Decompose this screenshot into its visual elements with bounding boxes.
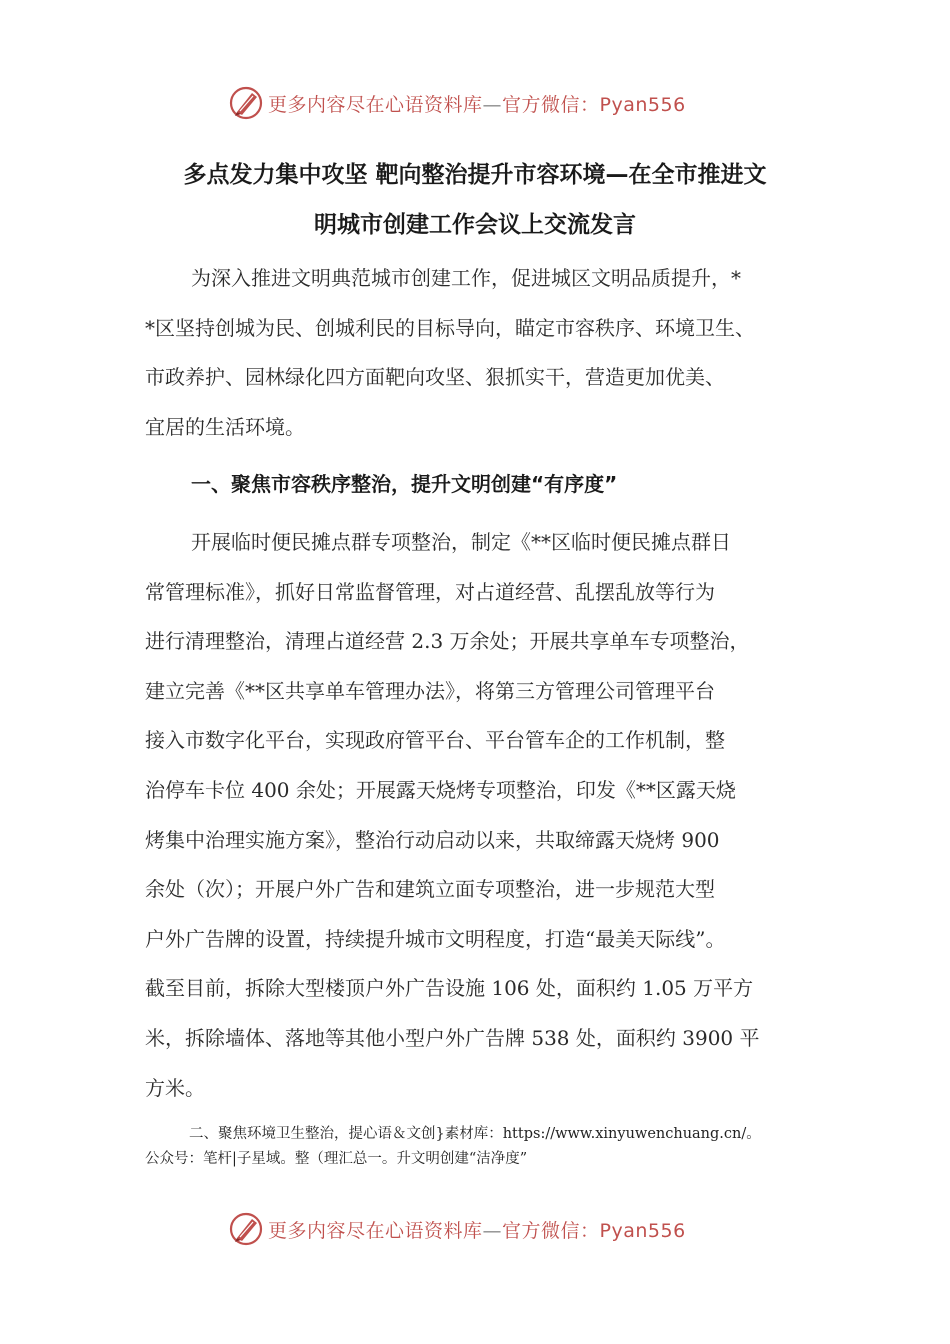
body-line: 建立完善《**区共享单车管理办法》，将第三方管理公司管理平台	[145, 678, 715, 703]
body-line: 接入市数字化平台，实现政府管平台、平台管车企的工作机制，整	[145, 728, 725, 753]
footer-banner	[228, 1209, 686, 1249]
banner-text	[268, 90, 686, 117]
section-2-line-2: 公众号：笔杆|子星域。整（理汇总一。升文明创建“洁净度”	[145, 1151, 528, 1167]
pen-nib-logo-icon	[228, 1211, 264, 1247]
banner-dash: —	[482, 1219, 503, 1242]
body-line: 常管理标准》，抓好日常监督管理，对占道经营、乱摆乱放等行为	[145, 579, 715, 604]
body-line: 米，拆除墙体、落地等其他小型户外广告牌 538 处，面积约 3900 平	[145, 1025, 760, 1050]
title-line-2: 明城市创建工作会议上交流发言	[314, 212, 636, 238]
intro-paragraph	[145, 254, 825, 452]
banner-wechat-label: 官方微信：	[502, 1219, 600, 1242]
title-line-1: 多点发力集中攻坚 靶向整治提升市容环境—在全市推进文	[183, 162, 767, 188]
banner-text	[268, 1216, 686, 1243]
banner-wechat-id: Pyan556	[599, 93, 686, 116]
pen-nib-logo-icon	[228, 85, 264, 121]
banner-main-text: 更多内容尽在心语资料库	[268, 1219, 483, 1242]
banner-wechat-id: Pyan556	[599, 1219, 686, 1242]
intro-line: *区坚持创城为民、创城利民的目标导向，瞄定市容秩序、环境卫生、	[145, 315, 755, 340]
document-title	[120, 150, 830, 250]
banner-dash: —	[482, 93, 503, 116]
body-line: 方米。	[145, 1075, 205, 1100]
body-line: 进行清理整治，清理占道经营 2.3 万余处；开展共享单车专项整治，	[145, 629, 750, 654]
intro-line: 为深入推进文明典范城市创建工作，促进城区文明品质提升，*	[191, 266, 741, 290]
body-line: 户外广告牌的设置，持续提升城市文明程度，打造“最美天际线”。	[145, 926, 726, 951]
section-2-fragment	[145, 1122, 761, 1172]
body-line: 烤集中治理实施方案》，整治行动启动以来，共取缔露天烧烤 900	[145, 827, 720, 852]
body-line: 截至目前，拆除大型楼顶户外广告设施 106 处，面积约 1.05 万平方	[145, 976, 754, 1001]
body-line: 治停车卡位 400 余处；开展露天烧烤专项整治，印发《**区露天烧	[145, 777, 736, 802]
body-line: 余处（次）；开展户外广告和建筑立面专项整治，进一步规范大型	[145, 877, 715, 902]
intro-line: 市政养护、园林绿化四方面靶向攻坚、狠抓实干，营造更加优美、	[145, 365, 725, 390]
header-banner	[228, 83, 686, 123]
banner-main-text: 更多内容尽在心语资料库	[268, 93, 483, 116]
section-1-heading: 一、聚焦市容秩序整治，提升文明创建“有序度”	[191, 472, 618, 496]
intro-line: 宜居的生活环境。	[145, 414, 305, 439]
banner-wechat-label: 官方微信：	[502, 93, 600, 116]
section-1-paragraph	[145, 518, 825, 1113]
body-line: 开展临时便民摊点群专项整治，制定《**区临时便民摊点群日	[191, 530, 731, 554]
section-2-line-1: 二、聚焦环境卫生整治，提心语＆文创}素材库：https://www.xinyuwenchuang.cn/。	[189, 1126, 761, 1142]
